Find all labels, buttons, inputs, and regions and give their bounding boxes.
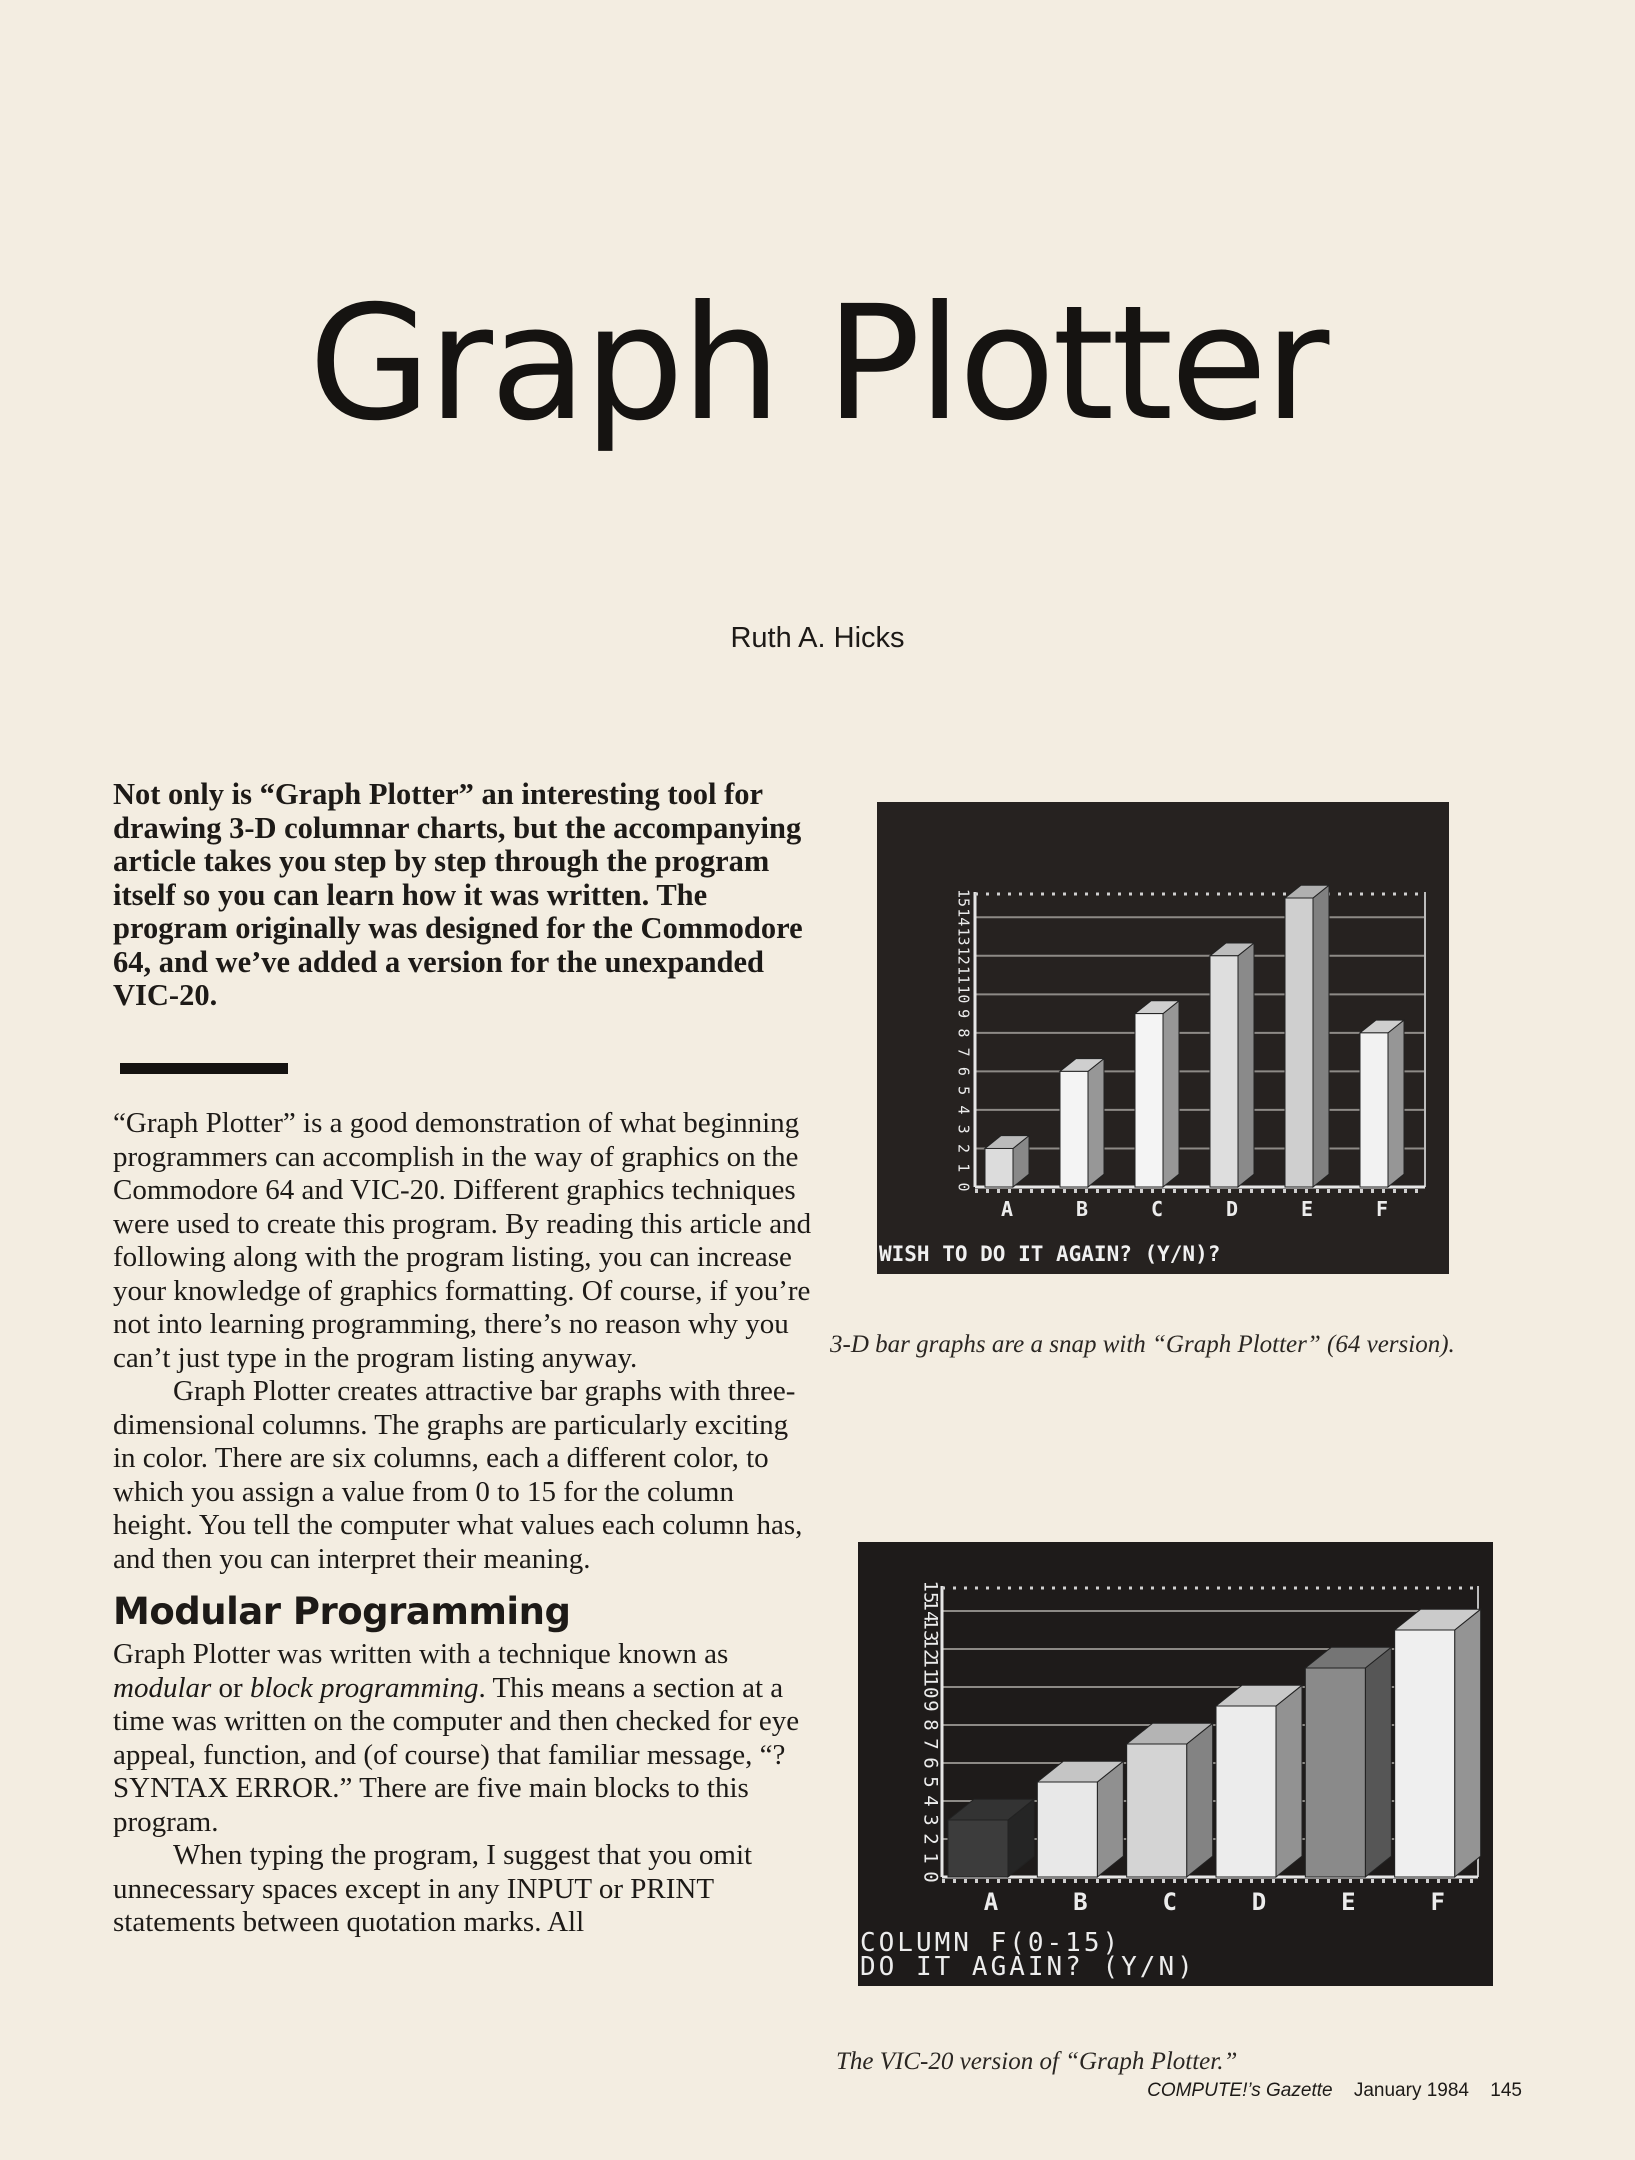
body-paragraph: “Graph Plotter” is a good demonstration of what beginning programmers can accomplish in the way of graphics on the Commodore 64 and VIC-20. Different graphics techniques were used to create this program. By reading this article and following along with the program listing, you can increase your knowledge of graphics formatting. Of course, if you’re not into learning programming, there’s no reason why you can’t just type in the program listing anyway.	[113, 1107, 812, 1374]
body-paragraph	[113, 1638, 813, 1839]
body-column	[113, 1107, 813, 1940]
para-emphasis: block programming	[249, 1671, 479, 1704]
y-tick-label: 2	[919, 1833, 942, 1845]
para-emphasis: modular	[113, 1671, 212, 1704]
deck-divider	[120, 1063, 288, 1074]
bar-d	[1210, 956, 1238, 1187]
y-tick-label: 8	[919, 1719, 942, 1731]
y-tick-label: 4	[919, 1795, 942, 1807]
figure-caption: 3-D bar graphs are a snap with “Graph Plotter” (64 version).	[830, 1331, 1455, 1358]
y-tick-label: 12	[954, 946, 973, 965]
x-tick-label: E	[1300, 1197, 1314, 1221]
y-tick-label: 1	[954, 1163, 973, 1173]
bar-f	[1395, 1630, 1455, 1877]
y-tick-label: 2	[954, 1143, 973, 1153]
y-tick-label: 11	[919, 1656, 942, 1680]
bar-e	[1305, 1668, 1365, 1877]
bar-side-b	[1088, 1059, 1104, 1187]
footer-publication: COMPUTE!’s Gazette	[1147, 2080, 1333, 2101]
x-tick-label: D	[1251, 1888, 1267, 1916]
y-tick-label: 15	[954, 888, 973, 908]
y-tick-label: 10	[954, 985, 973, 1004]
bar-side-c	[1187, 1723, 1213, 1877]
bar-side-e	[1365, 1647, 1391, 1877]
bar-b	[1037, 1782, 1097, 1877]
bar-side-c	[1163, 1001, 1179, 1187]
body-paragraph: When typing the program, I suggest that you omit unnecessary spaces except in any INPUT or PRINT statements between quotation marks. All	[113, 1839, 753, 1938]
y-tick-label: 6	[954, 1066, 973, 1076]
para-text: or	[211, 1671, 250, 1704]
c64-prompt-text: WISH TO DO IT AGAIN? (Y/N)?	[879, 1242, 1221, 1266]
bar-side-f	[1455, 1609, 1481, 1877]
x-tick-label: F	[1430, 1888, 1445, 1916]
y-tick-label: 14	[919, 1599, 942, 1623]
bar-e	[1285, 898, 1313, 1187]
y-tick-label: 10	[919, 1675, 942, 1699]
vic20-screenshot	[858, 1542, 1493, 1986]
y-tick-label: 0	[919, 1871, 942, 1883]
bar-d	[1216, 1706, 1276, 1877]
bar-b	[1060, 1071, 1088, 1187]
y-tick-label: 11	[954, 966, 973, 985]
y-tick-label: 6	[919, 1757, 942, 1769]
vic-prompt-text: DO IT AGAIN? (Y/N)	[860, 1952, 1196, 1982]
bar-side-e	[1313, 885, 1329, 1187]
bar-c	[1127, 1744, 1187, 1877]
y-tick-label: 4	[954, 1105, 973, 1115]
para-text: Graph Plotter was written with a technique known as	[113, 1638, 729, 1670]
c64-screenshot	[877, 802, 1449, 1274]
x-tick-label: B	[1073, 1888, 1088, 1916]
bar-a	[948, 1820, 1008, 1877]
y-tick-label: 14	[954, 908, 973, 927]
page-number: 145	[1490, 2080, 1522, 2101]
y-tick-label: 3	[954, 1124, 973, 1134]
y-tick-label: 15	[919, 1580, 942, 1604]
y-tick-label: 3	[919, 1814, 942, 1826]
y-tick-label: 9	[954, 1009, 973, 1019]
x-tick-label: E	[1341, 1888, 1356, 1916]
body-paragraph: Graph Plotter creates attractive bar graphs with three-dimensional columns. The graphs are particularly exciting in color. There are six columns, each a different color, to which you assign a value from 0 to 15 for the column height. You tell the computer what values each column has, and then you can interpret their meaning.	[113, 1375, 803, 1575]
x-tick-label: F	[1375, 1197, 1389, 1221]
y-tick-label: 5	[919, 1776, 942, 1788]
footer-date: January 1984	[1353, 2080, 1470, 2101]
x-tick-label: D	[1225, 1197, 1239, 1221]
y-tick-label: 7	[919, 1738, 942, 1750]
para-text: . This means a section at a time was written on the computer and then checked for eye appeal, function, and (of course) that familiar message, “?SYNTAX ERROR.” There are five main blocks to this program.	[113, 1671, 800, 1838]
x-tick-label: C	[1150, 1197, 1164, 1221]
y-tick-label: 9	[919, 1700, 942, 1712]
bar-side-d	[1238, 943, 1254, 1187]
section-heading: Modular Programming	[113, 1590, 571, 1633]
bar-c	[1135, 1014, 1163, 1187]
bar-f	[1360, 1033, 1388, 1187]
bar-side-f	[1388, 1020, 1404, 1187]
x-tick-label: B	[1075, 1197, 1089, 1221]
vic-prompt-text: COLUMN F(0-15)	[860, 1928, 1122, 1958]
x-tick-label: C	[1162, 1888, 1177, 1916]
article-title: Graph Plotter	[308, 272, 1327, 456]
y-tick-label: 13	[919, 1618, 942, 1642]
y-tick-label: 13	[954, 927, 973, 946]
y-tick-label: 1	[919, 1852, 942, 1864]
article-deck: Not only is “Graph Plotter” an interesting tool for drawing 3-D columnar charts, but the accompanying article takes you step by step through the program itself so you can learn how it was written. The program originally was designed for the Commodore 64, and we’ve added a version for the unexpanded VIC-20.	[113, 777, 803, 1012]
bar-side-d	[1276, 1685, 1302, 1877]
y-tick-label: 8	[954, 1028, 973, 1038]
author-byline: Ruth A. Hicks	[730, 622, 905, 654]
figure-caption: The VIC-20 version of “Graph Plotter.”	[836, 2048, 1238, 2075]
x-tick-label: A	[983, 1888, 999, 1916]
y-tick-label: 0	[954, 1182, 973, 1192]
y-tick-label: 7	[954, 1047, 973, 1057]
x-tick-label: A	[1000, 1197, 1014, 1221]
y-tick-label: 5	[954, 1086, 973, 1096]
y-tick-label: 12	[919, 1637, 942, 1661]
bar-a	[985, 1148, 1013, 1187]
page-footer	[1147, 2080, 1522, 2102]
